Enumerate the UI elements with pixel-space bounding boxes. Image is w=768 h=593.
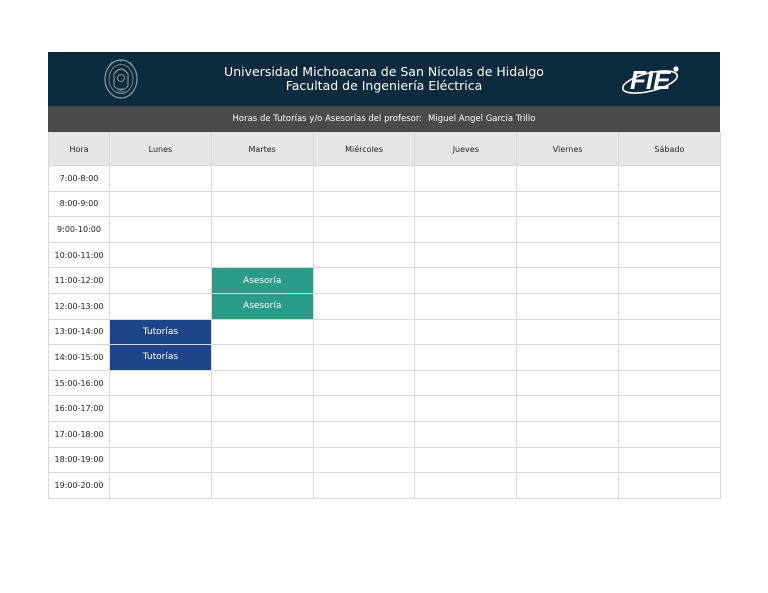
schedule-cell — [618, 166, 720, 192]
time-slot-label: 17:00-18:00 — [49, 421, 110, 447]
schedule-cell — [415, 166, 517, 192]
university-name: Universidad Michoacana de San Nicolas de Hidalgo — [224, 64, 544, 79]
fie-logo-icon — [620, 58, 684, 100]
schedule-cell — [313, 421, 415, 447]
schedule-cell — [415, 268, 517, 294]
table-row — [49, 345, 721, 371]
schedule-cell — [313, 217, 415, 243]
schedule-cell — [110, 396, 212, 422]
schedule-cell — [211, 217, 313, 243]
column-header-lunes: Lunes — [110, 133, 212, 166]
schedule-cell — [517, 345, 619, 371]
time-slot-label: 16:00-17:00 — [49, 396, 110, 422]
schedule-cell — [618, 473, 720, 499]
schedule-cell — [313, 166, 415, 192]
schedule-cell — [110, 293, 212, 319]
column-header-hora: Hora — [49, 133, 110, 166]
time-slot-label: 13:00-14:00 — [49, 319, 110, 345]
schedule-cell — [313, 319, 415, 345]
time-slot-label: 15:00-16:00 — [49, 370, 110, 396]
schedule-entry: Asesoría — [211, 293, 313, 319]
column-header-miercoles: Miércoles — [313, 133, 415, 166]
time-slot-label: 11:00-12:00 — [49, 268, 110, 294]
schedule-cell — [211, 319, 313, 345]
schedule-cell — [517, 293, 619, 319]
schedule-cell — [211, 396, 313, 422]
schedule-cell — [313, 191, 415, 217]
column-header-viernes: Viernes — [517, 133, 619, 166]
schedule-cell — [110, 191, 212, 217]
schedule-cell — [517, 421, 619, 447]
schedule-cell — [618, 319, 720, 345]
schedule-cell — [517, 166, 619, 192]
time-slot-label: 10:00-11:00 — [49, 242, 110, 268]
schedule-cell — [110, 242, 212, 268]
schedule-cell — [313, 473, 415, 499]
table-row — [49, 396, 721, 422]
professor-name: Miguel Angel Garcia Trillo — [428, 114, 536, 124]
schedule-cell — [415, 421, 517, 447]
schedule-cell — [313, 370, 415, 396]
header-banner — [48, 52, 720, 106]
schedule-cell — [517, 319, 619, 345]
time-slot-label: 7:00-8:00 — [49, 166, 110, 192]
column-header-jueves: Jueves — [415, 133, 517, 166]
schedule-cell — [313, 345, 415, 371]
schedule-cell — [313, 242, 415, 268]
schedule-cell — [517, 370, 619, 396]
schedule-cell — [211, 421, 313, 447]
schedule-cell — [517, 217, 619, 243]
schedule-cell — [618, 370, 720, 396]
schedule-cell — [415, 191, 517, 217]
schedule-cell — [415, 293, 517, 319]
table-row — [49, 217, 721, 243]
time-slot-label: 19:00-20:00 — [49, 473, 110, 499]
schedule-cell — [415, 447, 517, 473]
schedule-cell — [110, 421, 212, 447]
schedule-cell — [415, 370, 517, 396]
schedule-cell — [110, 166, 212, 192]
schedule-cell — [313, 447, 415, 473]
schedule-cell — [211, 166, 313, 192]
schedule-cell — [110, 370, 212, 396]
schedule-cell — [517, 447, 619, 473]
schedule-cell — [618, 242, 720, 268]
schedule-cell — [211, 242, 313, 268]
schedule-cell — [618, 217, 720, 243]
table-row — [49, 166, 721, 192]
schedule-cell — [618, 268, 720, 294]
table-row — [49, 191, 721, 217]
schedule-cell — [211, 345, 313, 371]
schedule-cell — [415, 345, 517, 371]
schedule-sheet — [48, 52, 720, 499]
schedule-cell — [110, 217, 212, 243]
schedule-cell — [618, 447, 720, 473]
time-slot-label: 18:00-19:00 — [49, 447, 110, 473]
schedule-cell — [313, 293, 415, 319]
table-row — [49, 421, 721, 447]
table-row — [49, 370, 721, 396]
table-header-row — [49, 133, 721, 166]
schedule-cell — [110, 268, 212, 294]
schedule-cell — [110, 473, 212, 499]
column-header-martes: Martes — [211, 133, 313, 166]
schedule-cell — [618, 293, 720, 319]
time-slot-label: 9:00-10:00 — [49, 217, 110, 243]
schedule-cell — [415, 396, 517, 422]
schedule-entry: Tutorías — [110, 345, 212, 371]
table-row — [49, 242, 721, 268]
schedule-cell — [211, 447, 313, 473]
schedule-table — [48, 132, 721, 499]
schedule-cell — [313, 396, 415, 422]
schedule-cell — [618, 396, 720, 422]
schedule-cell — [517, 473, 619, 499]
time-slot-label: 12:00-13:00 — [49, 293, 110, 319]
schedule-cell — [517, 268, 619, 294]
schedule-cell — [415, 473, 517, 499]
schedule-entry: Tutorías — [110, 319, 212, 345]
schedule-cell — [517, 242, 619, 268]
schedule-body — [49, 166, 721, 499]
schedule-cell — [618, 191, 720, 217]
table-row — [49, 319, 721, 345]
time-slot-label: 14:00-15:00 — [49, 345, 110, 371]
faculty-name: Facultad de Ingeniería Eléctrica — [285, 78, 483, 93]
schedule-cell — [211, 370, 313, 396]
column-header-sabado: Sábado — [618, 133, 720, 166]
table-row — [49, 268, 721, 294]
schedule-cell — [415, 319, 517, 345]
table-row — [49, 447, 721, 473]
schedule-cell — [415, 217, 517, 243]
schedule-cell — [517, 396, 619, 422]
schedule-entry: Asesoría — [211, 268, 313, 294]
schedule-cell — [110, 447, 212, 473]
schedule-cell — [211, 473, 313, 499]
table-row — [49, 293, 721, 319]
schedule-cell — [415, 242, 517, 268]
schedule-cell — [517, 191, 619, 217]
table-row — [49, 473, 721, 499]
logo-text: FIE — [630, 65, 671, 95]
time-slot-label: 8:00-9:00 — [49, 191, 110, 217]
subheader-label: Horas de Tutorías y/o Asesorías del profesor: — [232, 114, 423, 124]
professor-banner — [48, 106, 720, 132]
schedule-cell — [618, 345, 720, 371]
schedule-cell — [313, 268, 415, 294]
schedule-cell — [618, 421, 720, 447]
schedule-cell — [211, 191, 313, 217]
